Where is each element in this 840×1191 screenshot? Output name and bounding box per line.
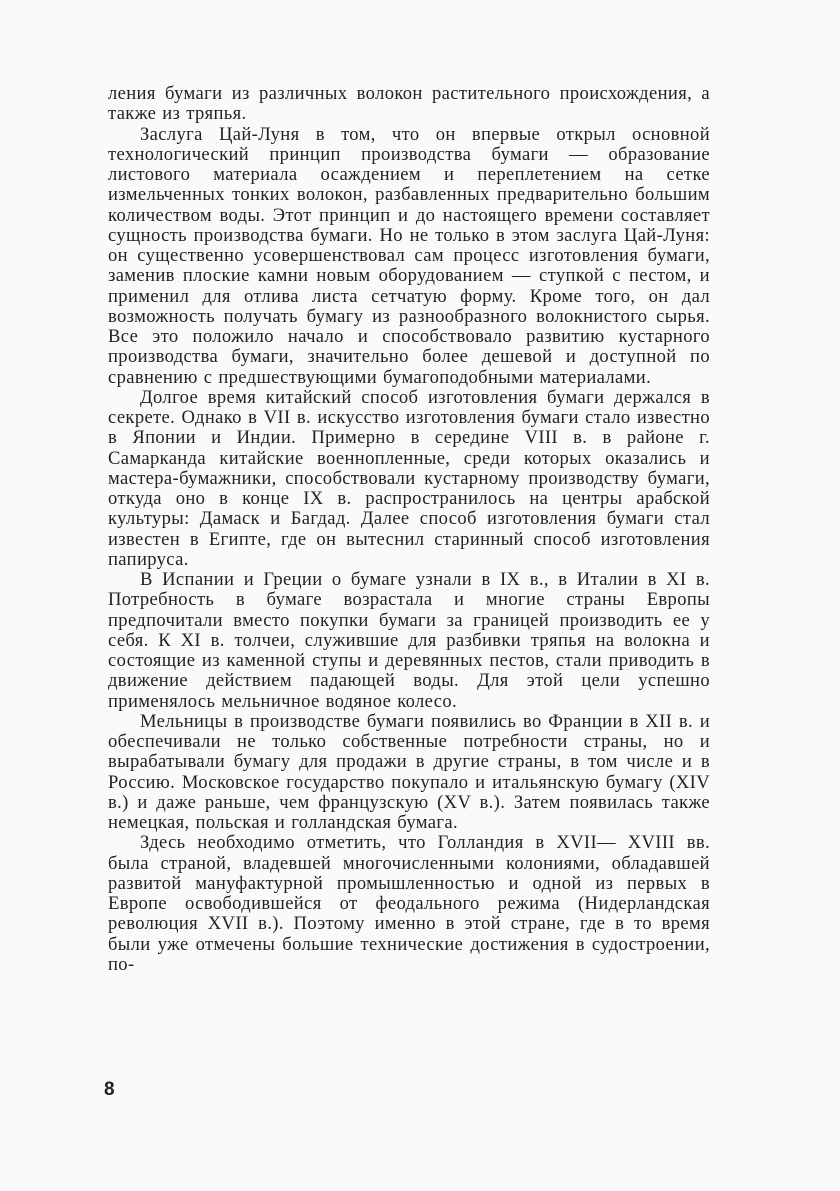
page-body [108, 84, 710, 975]
paragraph-tsai-lun: Заслуга Цай-Луня в том, что он впервые открыл основной технологический принцип производства бумаги — образование листового материала осаждением и переплетением на сетке измельченных тонких волокон, разбавленных предварительно большим количеством воды. Этот принцип и до настоящего времени составляет сущность производства бумаги. Но не только в этом заслуга Цай-Луня: он существенно усовершенствовал сам процесс изготовления бумаги, заменив плоские камни новым оборудованием — ступкой с пестом, и применил для отлива листа сетчатую форму. Кроме того, он дал возможность получать бумагу из разнообразного волокнистого сырья. Все это положило начало и способствовало развитию кустарного производства бумаги, значительно более дешевой и доступной по сравнению с предшествующими бумагоподобными материалами. [108, 123, 710, 388]
paragraph-continuation: ления бумаги из различных волокон растительного происхождения, а также из тряпья. [108, 83, 710, 125]
paragraph-europe: В Испании и Греции о бумаге узнали в IX в., в Италии в XI в. Потребность в бумаге возрастала и многие страны Европы предпочитали вместо покупки бумаги за границей производить ее у себя. К XI в. толчеи, служившие для разбивки тряпья на волокна и состоящие из каменной ступы и деревянных пестов, стали приводить в движение действием падающей воды. Для этой цели успешно применялось мельничное водяное колесо. [108, 569, 710, 712]
page-number: 8 [104, 1079, 115, 1100]
paragraph-mills: Мельницы в производстве бумаги появились во Франции в XII в. и обеспечивали не только собственные потребности страны, но и вырабатывали бумагу для продажи в другие страны, в том числе и в Россию. Московское государство покупало и итальянскую бумагу (XIV в.) и даже раньше, чем французскую (XV в.). Затем появилась также немецкая, польская и голландская бумага. [108, 710, 710, 833]
paragraph-holland: Здесь необходимо отметить, что Голландия в XVII— XVIII вв. была страной, владевшей многочисленными колониями, обладавшей развитой мануфактурной промышленностью и одной из первых в Европе освободившейся от феодального режима (Нидерландская революция XVII в.). Поэтому именно в этой стране, где в то время были уже отмечены большие технические достижения в судостроении, по- [108, 832, 710, 975]
paragraph-secret: Долгое время китайский способ изготовления бумаги держался в секрете. Однако в VII в. искусство изготовления бумаги стало известно в Японии и Индии. Примерно в середине VIII в. в районе г. Самарканда китайские военнопленные, среди которых оказались и мастера-бумажники, способствовали кустарному производству бумаги, откуда оно в конце IX в. распространилось на центры арабской культуры: Дамаск и Багдад. Далее способ изготовления бумаги стал известен в Египте, где он вытеснил старинный способ изготовления папируса. [108, 386, 710, 570]
